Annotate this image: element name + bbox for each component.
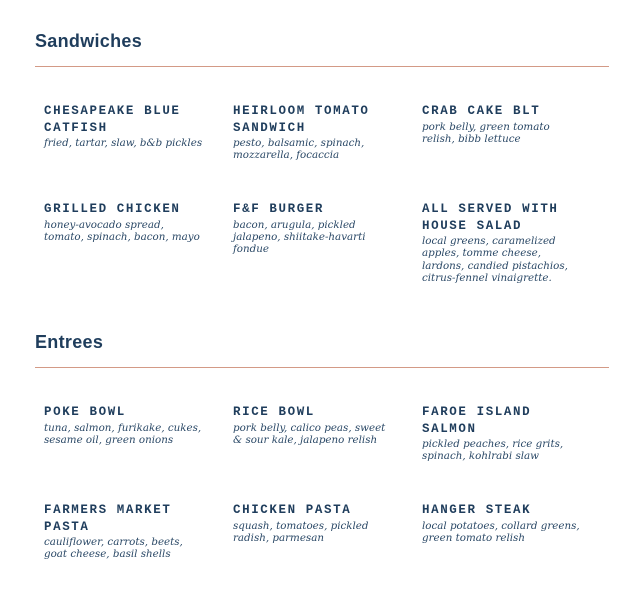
menu-item-description: pesto, balsamic, spinach, mozzarella, focaccia: [233, 137, 365, 162]
menu-item-description: bacon, arugula, pickled jalapeno, shiitake-havarti fondue: [233, 218, 366, 256]
menu-item: [44, 502, 204, 561]
menu-item-name: F&F BURGER: [233, 202, 325, 216]
menu-item-name: HANGER STEAK: [422, 503, 532, 517]
menu-item-description: local potatoes, collard greens, green tomato relish: [422, 519, 580, 544]
menu-item-name: ALL SERVED WITH HOUSE SALAD: [422, 202, 559, 233]
section-title-sandwiches: Sandwiches: [35, 31, 143, 51]
section-divider: [35, 66, 609, 67]
menu-item-name: FARMERS MARKET PASTA: [44, 503, 172, 534]
menu-item: [233, 103, 393, 162]
menu-item-description: pork belly, green tomato relish, bibb lettuce: [422, 120, 550, 145]
menu-item-description: fried, tartar, slaw, b&b pickles: [44, 137, 203, 149]
menu-item-description: pickled peaches, rice grits, spinach, kohlrabi slaw: [422, 438, 564, 463]
menu-item-description: squash, tomatoes, pickled radish, parmesan: [233, 519, 369, 544]
menu-item-name: RICE BOWL: [233, 405, 315, 419]
menu-item: [44, 201, 204, 243]
menu-item-description: honey-avocado spread, tomato, spinach, bacon, mayo: [44, 218, 200, 243]
menu-item: [422, 404, 582, 463]
menu-item-description: pork belly, calico peas, sweet & sour kale, jalapeno relish: [233, 421, 386, 446]
menu-item-name: HEIRLOOM TOMATO SANDWICH: [233, 104, 370, 135]
menu-item-description: tuna, salmon, furikake, cukes, sesame oil, green onions: [44, 421, 202, 446]
menu-item-description: local greens, caramelized apples, tomme cheese, lardons, candied pistachios, citrus-fennel vinaigrette.: [422, 235, 568, 284]
menu-item: [422, 103, 582, 145]
menu-item: [233, 502, 393, 544]
menu-item: [422, 502, 582, 544]
menu-item-name: CHICKEN PASTA: [233, 503, 352, 517]
menu-item-description: cauliflower, carrots, beets, goat cheese, basil shells: [44, 536, 183, 561]
menu-item: [233, 404, 393, 446]
menu-item: [44, 404, 204, 446]
section-divider: [35, 367, 609, 368]
menu-item-name: GRILLED CHICKEN: [44, 202, 181, 216]
menu-item: [44, 103, 204, 149]
menu-item-name: FAROE ISLAND SALMON: [422, 405, 532, 436]
menu-item-name: CHESAPEAKE BLUE CATFISH: [44, 104, 181, 135]
menu-item-name: POKE BOWL: [44, 405, 126, 419]
menu-item: [233, 201, 393, 255]
menu-item-name: CRAB CAKE BLT: [422, 104, 541, 118]
menu-item: [422, 201, 582, 284]
section-title-entrees: Entrees: [35, 332, 104, 352]
